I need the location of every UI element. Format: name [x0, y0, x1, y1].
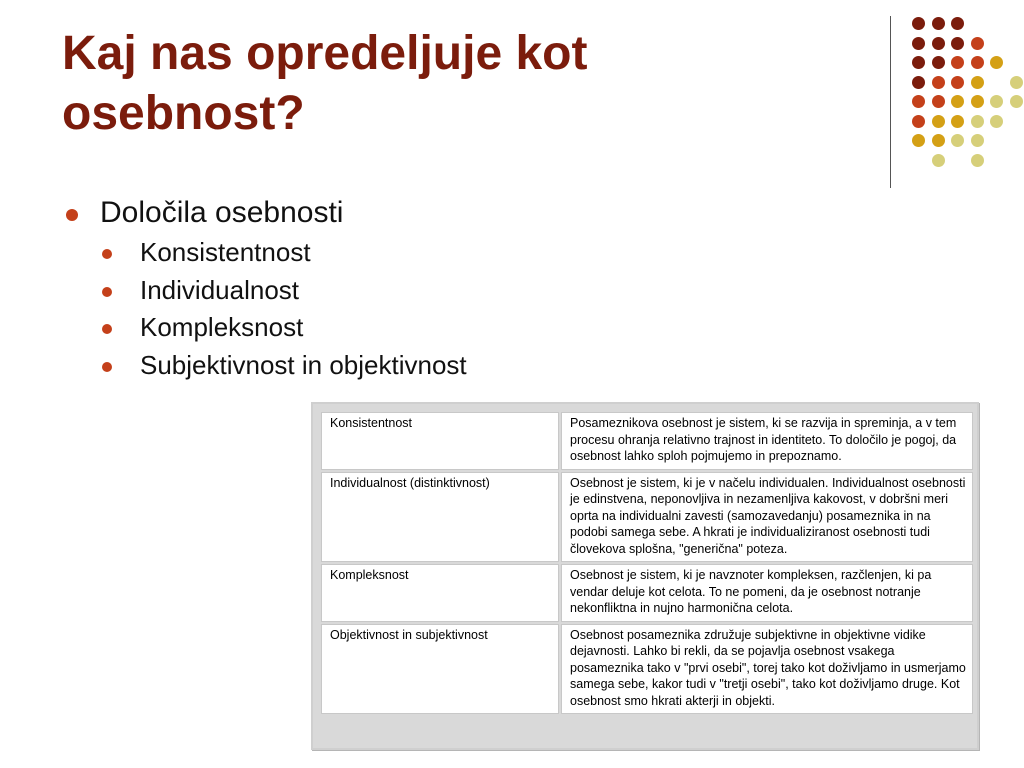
decorative-dot [990, 56, 1003, 69]
table-row [321, 624, 973, 715]
decorative-dot [912, 95, 925, 108]
definitions-table [319, 410, 975, 716]
definition-cell: Posameznikova osebnost je sistem, ki se razvija in spreminja, a v tem procesu ohranja relativno trajnost in identiteto. To določilo je pogoj, da osebnost lahko sploh pojmujemo in prepoznamo. [561, 412, 973, 470]
sub-bullet-text: Individualnost [140, 274, 299, 305]
bullet-dot-icon [102, 287, 112, 297]
bullet-dot-icon [102, 324, 112, 334]
decorative-dot [1010, 95, 1023, 108]
slide-title: Kaj nas opredeljuje kot osebnost? [62, 27, 588, 140]
decorative-dot [932, 76, 945, 89]
bullet-dot-icon [66, 209, 78, 221]
decorative-dot [932, 37, 945, 50]
decorative-dot [912, 76, 925, 89]
decorative-dot [971, 37, 984, 50]
sub-bullet-konsistentnost [62, 234, 467, 272]
decorative-dot [971, 115, 984, 128]
decorative-dot [912, 56, 925, 69]
vertical-divider [890, 16, 891, 188]
decorative-dot [971, 76, 984, 89]
table-row [321, 564, 973, 622]
decorative-dot [932, 115, 945, 128]
decorative-dot [951, 56, 964, 69]
decorative-dot [932, 154, 945, 167]
definition-cell: Osebnost je sistem, ki je v načelu individualen. Individualnost osebnosti je edinstvena, neponovljiva in nezamenljiva kakovost, v dobršni meri oprta na individualni zavesti (samozavedanju) posameznika in na podobi samega sebe. A hkrati je individualiziranost osebnosti tudi človekova splošna, "generična" poteza. [561, 472, 973, 563]
decorative-dot [951, 134, 964, 147]
definitions-table-frame [311, 402, 979, 750]
decorative-dot [951, 115, 964, 128]
decorative-dot [990, 95, 1003, 108]
decorative-dot [990, 115, 1003, 128]
decorative-dot [912, 115, 925, 128]
bullet-dot-icon [102, 362, 112, 372]
definition-cell: Osebnost je sistem, ki je navznoter kompleksen, razčlenjen, ki pa vendar deluje kot celota. To ne pomeni, da je osebnost notranje nekonfliktna in nujno harmonična celota. [561, 564, 973, 622]
sub-bullet-kompleksnost [62, 309, 467, 347]
term-cell: Konsistentnost [321, 412, 559, 470]
decorative-dot [971, 134, 984, 147]
sub-bullet-text: Kompleksnost [140, 312, 304, 342]
sub-bullet-subjektivnost [62, 347, 467, 385]
decorative-dot [912, 17, 925, 30]
decorative-dot [951, 37, 964, 50]
decorative-dot [932, 95, 945, 108]
bullet-item-dolocila [62, 192, 467, 234]
decorative-dot [951, 95, 964, 108]
decorative-dot [1010, 76, 1023, 89]
bullet-list [62, 192, 467, 384]
decorative-dot [971, 56, 984, 69]
decorative-dot [932, 17, 945, 30]
definition-cell: Osebnost posameznika združuje subjektivne in objektivne vidike dejavnosti. Lahko bi rekli, da se pojavlja osebnost vsakega posameznika tako v "prvi osebi", torej tako kot doživljamo in usmerjamo samega sebe, kakor tudi v "tretji osebi", tako kot doživljamo druge. Kot osebnost smo hkrati akterji in objekti. [561, 624, 973, 715]
decorative-dot [912, 134, 925, 147]
term-cell: Kompleksnost [321, 564, 559, 622]
sub-bullet-individualnost [62, 272, 467, 310]
decorative-dot [932, 56, 945, 69]
decorative-dot [932, 134, 945, 147]
table-row [321, 472, 973, 563]
bullet-text: Določila osebnosti [100, 196, 344, 229]
decorative-dot [971, 154, 984, 167]
decorative-dot [971, 95, 984, 108]
decorative-dot [912, 37, 925, 50]
sub-bullet-text: Subjektivnost in objektivnost [140, 349, 467, 380]
table-row [321, 412, 973, 470]
decorative-dot [951, 17, 964, 30]
term-cell: Objektivnost in subjektivnost [321, 624, 559, 715]
decorative-dot [951, 76, 964, 89]
sub-bullet-text: Konsistentnost [140, 237, 311, 267]
term-cell: Individualnost (distinktivnost) [321, 472, 559, 563]
bullet-dot-icon [102, 249, 112, 259]
